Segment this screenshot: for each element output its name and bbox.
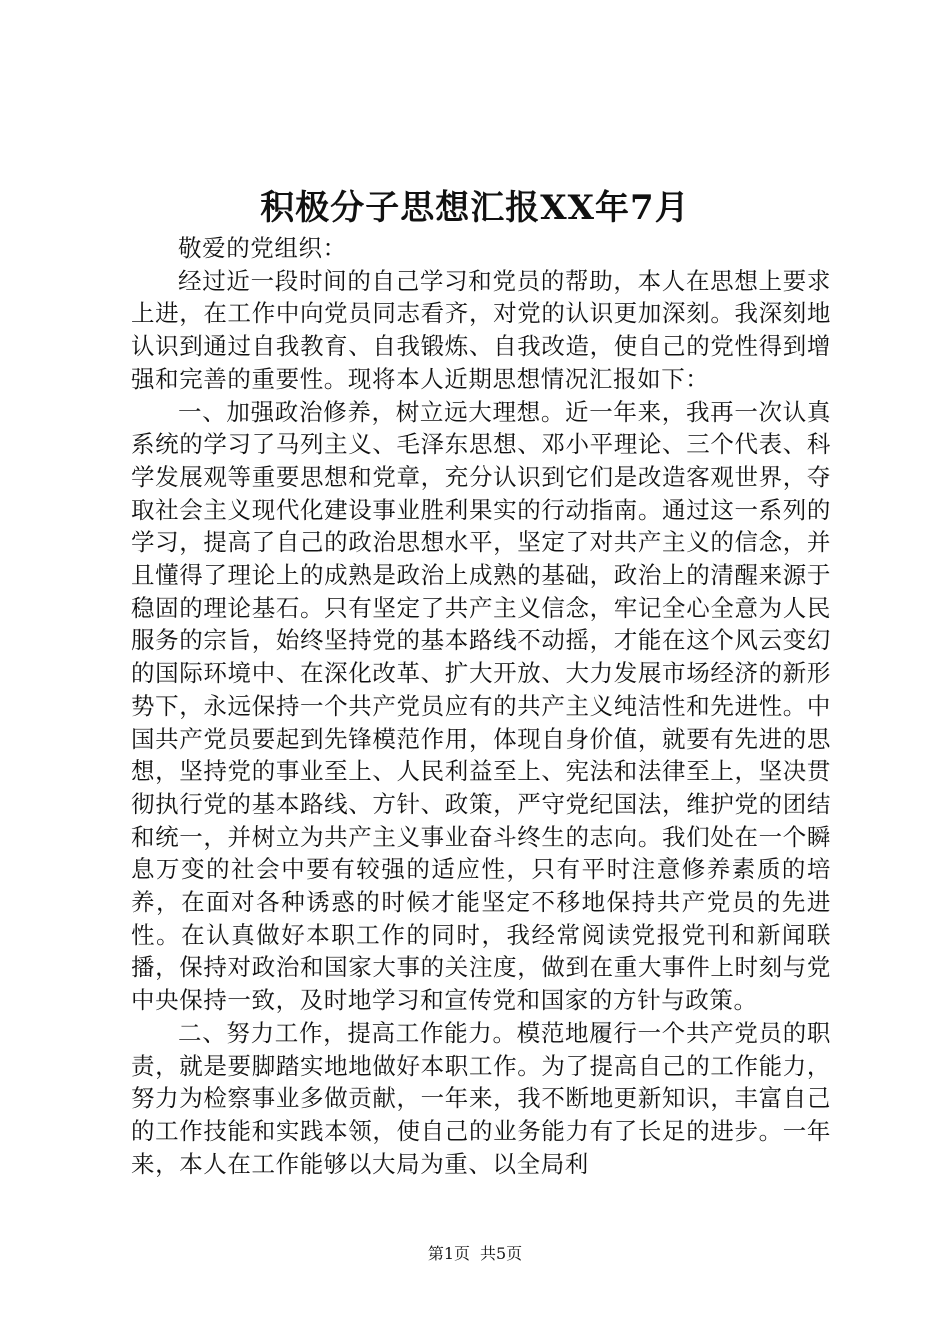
paragraph-section-two: 二、努力工作，提高工作能力。模范地履行一个共产党员的职责，就是要脚踏实地地做好本职工作。为了提高自己的工作能力，努力为检察事业多做贡献，一年来，我不断地更新知识，丰富自己的工作技能和实践本领，使自己的业务能力有了长足的进步。一年来，本人在工作能够以大局为重、以全局利: [131, 1018, 831, 1178]
salutation: 敬爱的党组织：: [178, 234, 347, 262]
document-title: 积极分子思想汇报XX年7月: [260, 188, 690, 228]
document-body: [131, 232, 831, 1180]
page-number: 第1页: [427, 1244, 470, 1263]
page-footer: [0, 1242, 950, 1266]
paragraph-intro: 经过近一段时间的自己学习和党员的帮助，本人在思想上要求上进，在工作中向党员同志看齐，对党的认识更加深刻。我深刻地认识到通过自我教育、自我锻炼、自我改造，使自己的党性得到增强和完善的重要性。现将本人近期思想情况汇报如下：: [131, 266, 831, 393]
paragraph-section-one: 一、加强政治修养，树立远大理想。近一年来，我再一次认真系统的学习了马列主义、毛泽东思想、邓小平理论、三个代表、科学发展观等重要思想和党章，充分认识到它们是改造客观世界，夺取社会主义现代化建设事业胜利果实的行动指南。通过这一系列的学习，提高了自己的政治思想水平，坚定了对共产主义的信念，并且懂得了理论上的成熟是政治上成熟的基础，政治上的清醒来源于稳固的理论基石。只有坚定了共产主义信念，牢记全心全意为人民服务的宗旨，始终坚持党的基本路线不动摇，才能在这个风云变幻的国际环境中、在深化改革、扩大开放、大力发展市场经济的新形势下，永远保持一个共产党员应有的共产主义纯洁性和先进性。中国共产党员要起到先锋模范作用，体现自身价值，就要有先进的思想，坚持党的事业至上、人民利益至上、宪法和法律至上，坚决贯彻执行党的基本路线、方针、政策，严守党纪国法，维护党的团结和统一，并树立为共产主义事业奋斗终生的志向。我们处在一个瞬息万变的社会中要有较强的适应性，只有平时注意修养素质的培养，在面对各种诱惑的时候才能坚定不移地保持共产党员的先进性。在认真做好本职工作的同时，我经常阅读党报党刊和新闻联播，保持对政治和国家大事的关注度，做到在重大事件上时刻与党中央保持一致，及时地学习和宣传党和国家的方针与政策。: [131, 397, 831, 1015]
page-total: 共5页: [480, 1244, 523, 1263]
